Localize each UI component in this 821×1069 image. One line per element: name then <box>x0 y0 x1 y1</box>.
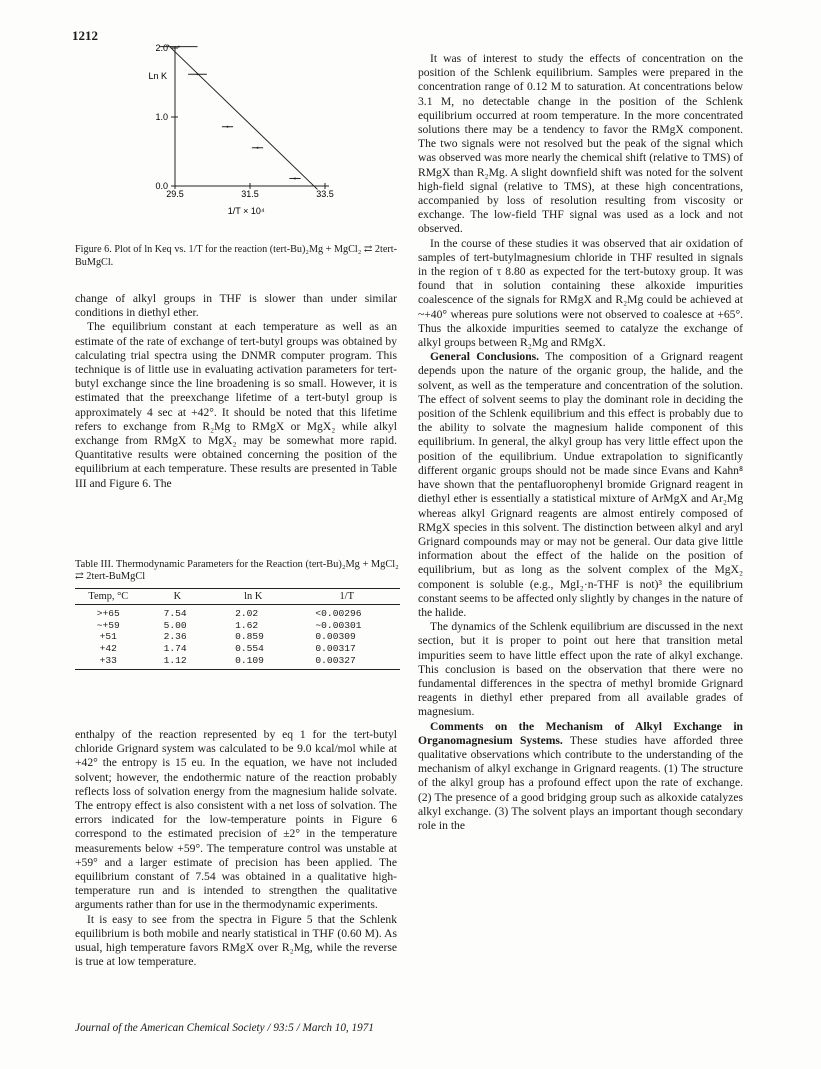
journal-citation: Journal of the American Chemical Society / 93:5 / March 10, 1971 <box>75 1022 374 1034</box>
paragraph-text: These studies have afforded three qualitative observations which contribute to the understanding of the mechanism of alkyl exchange in Grignard reagents. (1) The structure of the alkyl group has a profound effect upon the rate of exchange. (2) The presence of a good bridging group such as alkoxide catalyzes alkyl exchange. (3) The solvent plays an important though secondary role in the <box>418 733 743 832</box>
left-column-upper <box>75 292 397 491</box>
figure-caption: Figure 6. Plot of ln Keq vs. 1/T for the reaction (tert-Bu)₂Mg + MgCl₂ ⇄ 2tert-BuMgCl. <box>75 244 397 268</box>
table-cell: 1.12 <box>142 655 214 670</box>
column-header: ln K <box>213 588 293 604</box>
table-cell: 0.859 <box>235 631 264 643</box>
paragraph <box>418 720 743 834</box>
table-cell: ~0.00301 <box>315 619 362 631</box>
table-cell: >+65 <box>96 607 120 619</box>
table-cell: 0.109 <box>213 655 293 670</box>
table-cell: +33 <box>75 655 142 670</box>
fit-line <box>168 45 318 190</box>
table-cell: 2.36 <box>163 631 187 643</box>
table-caption: Table III. Thermodynamic Parameters for the Reaction (tert-Bu)₂Mg + MgCl₂ ⇄ 2tert-BuMgCl <box>75 559 399 583</box>
x-tick-label: 33.5 <box>316 189 334 199</box>
x-tick-label: 31.5 <box>241 189 259 199</box>
x-axis-label: 1/T × 10⁴ <box>227 206 265 216</box>
paragraph: The dynamics of the Schlenk equilibrium are discussed in the next section, but it is proper to point out here that transition metal impurities seem to have little effect upon the rate of alkyl exchange. This conclusion is based on the observation that there were no fundamental differences in the spectra of methyl bromide Grignard reagents in diethyl ether prepared from all available grades of magnesium. <box>418 620 743 719</box>
plot-axes <box>148 43 333 216</box>
column-header: K <box>142 588 214 604</box>
data-point <box>227 126 229 128</box>
paragraph <box>418 350 743 620</box>
table-cell: 0.00327 <box>293 655 400 670</box>
x-tick-label: 29.5 <box>166 189 184 199</box>
table-cell: ~+59 <box>96 619 120 631</box>
table-cell: 0.554 <box>235 642 264 654</box>
table-iii <box>75 559 400 670</box>
section-heading: General Conclusions. <box>430 350 540 364</box>
table-cell: 7.54 <box>163 607 187 619</box>
table-cell: 0.00309 <box>315 631 356 643</box>
table-cell: +51 <box>99 631 117 643</box>
data-point <box>294 177 296 179</box>
y-axis-label: Ln K <box>148 71 167 82</box>
plot-marks <box>160 45 318 190</box>
data-point <box>257 147 259 149</box>
paragraph: It is easy to see from the spectra in Figure 5 that the Schlenk equilibrium is both mobile and nearly statistical in THF (0.60 M). As usual, high temperature favors RMgX over R₂Mg, while the reverse is true at low temperature. <box>75 912 397 969</box>
y-tick-label: 2.0 <box>155 43 168 53</box>
table-row <box>75 655 400 670</box>
table-cell: 2.02 <box>235 607 259 619</box>
section-heading: Comments on the Mechanism of Alkyl Exchange in Organomagnesium Systems. <box>418 719 743 747</box>
table-cell: 5.00 <box>163 619 187 631</box>
paragraph: The equilibrium constant at each temperature as well as an estimate of the rate of exchange of tert-butyl groups was obtained by calculating trial spectra using the DNMR computer program. This technique is of little use in evaluating activation parameters for tert-butyl exchange since the line broadening is so small. However, it is estimated that the preexchange lifetime of a tert-butyl group is approximately 4 sec at +42°. It should be noted that this lifetime refers to exchange from R₂Mg to RMgX or MgX₂ while alkyl exchange from RMgX to MgX₂ may be somewhat more rapid. Quantitative results were obtained concerning the position of the equilibrium at each temperature. These results are presented in Table III and Figure 6. The <box>75 320 397 490</box>
table-row <box>75 631 400 643</box>
paragraph: It was of interest to study the effects of concentration on the position of the Schlenk equilibrium. Samples were prepared in the concentration range of 0.12 M to saturation. At concentrations below 3.1 M, no detectable change in the position of the Schlenk equilibrium occurred at room temperature. In the more concentrated solutions there may be a tendency to favor the RMgX component. The two signals were not resolved but the peak of the signal which was observed was more nearly the chemical shift (relative to TMS) of RMgX than R₂Mg. A slight downfield shift was noted for the solvent high-field signal (relative to TMS), at these high concentrations, accompanied by loss of resolution resulting from viscosity or exchange. The low-field THF signal was used as a lock and not observed. <box>418 52 743 236</box>
table-row <box>75 643 400 655</box>
paragraph-text: The composition of a Grignard reagent depends upon the nature of the organic group, the halide, and the solvent, as well as the temperature and concentration of the solution. The effect of solvent seems to play the dominant role in deciding the position of the Schlenk equilibrium and this effect is probably due to the ability to solvate the magnesium halide component of this equilibrium. In general, the alkyl group has very little effect upon the position of the equilibrium. Undue extrapolation to significantly different organic groups should not be made since Evans and Kahn⁸ have shown that the pentafluorophenyl bromide Grignard reagent in diethyl ether is essentially a statistical mixture of ArMgX and Ar₂Mg whereas alkyl Grignard reagents are almost entirely composed of RMgX species in this solvent. The distinction between alkyl and aryl Grignard compounds may or may not be general. Our data give little information about the effect of the halide on the position of equilibrium, but as long as the solvent complex of the MgX₂ component is soluble (e.g., MgI₂·n-THF is not)³ the equilibrium constant seems to be affected only slightly by changes in the nature of the halide. <box>418 350 743 619</box>
table-cell: 0.00317 <box>315 642 356 654</box>
table-cell: +42 <box>99 642 117 654</box>
right-column <box>418 52 743 833</box>
y-tick-label: 0.0 <box>155 181 168 191</box>
y-tick-label: 1.0 <box>155 112 168 122</box>
table-cell: 1.62 <box>235 619 259 631</box>
table-row <box>75 604 400 619</box>
left-column-lower <box>75 728 397 969</box>
paragraph: change of alkyl groups in THF is slower than under similar conditions in diethyl ether. <box>75 292 397 320</box>
column-header: 1/T <box>293 588 400 604</box>
data-point <box>197 73 199 75</box>
table-cell: 1.74 <box>163 642 187 654</box>
page-number: 1212 <box>72 28 98 43</box>
table-cell: <0.00296 <box>315 607 362 619</box>
data-point <box>178 46 180 48</box>
data-table <box>75 588 400 671</box>
paragraph: In the course of these studies it was observed that air oxidation of samples of tert-butylmagnesium chloride in THF resulted in signals in the region of τ 8.80 as expected for the tert-butoxy group. It was found that in solution containing these alkoxide impurities coalescence of the signals for RMgX and R₂Mg could be achieved at ~+40° whereas pure solutions were not observed to coalesce at +65°. Thus the alkoxide impurities seemed to catalyze the exchange of alkyl groups between R₂Mg and RMgX. <box>418 236 743 350</box>
paragraph: enthalpy of the reaction represented by eq 1 for the tert-butyl chloride Grignard system was calculated to be 9.0 kcal/mol while at +42° the entropy is 15 eu. In the equation, we have not included solvent; however, the endothermic nature of the reaction probably reflects loss of solvation energy from the magnesium halide solvate. The entropy effect is also consistent with a net loss of solvation. The errors indicated for the low-temperature points in Figure 6 correspond to the estimated precision of ±2° in the temperature measurements below +59°. The temperature control was unstable at +59° and a larger estimate of precision has been applied. The equilibrium constant of 7.54 was obtained in a qualitative high-temperature run and is intended to strengthen the qualitative arguments rather than for use in the thermodynamic experiments. <box>75 728 397 912</box>
column-header: Temp, °C <box>75 588 142 604</box>
table-row <box>75 620 400 632</box>
table-header-row <box>75 588 400 604</box>
